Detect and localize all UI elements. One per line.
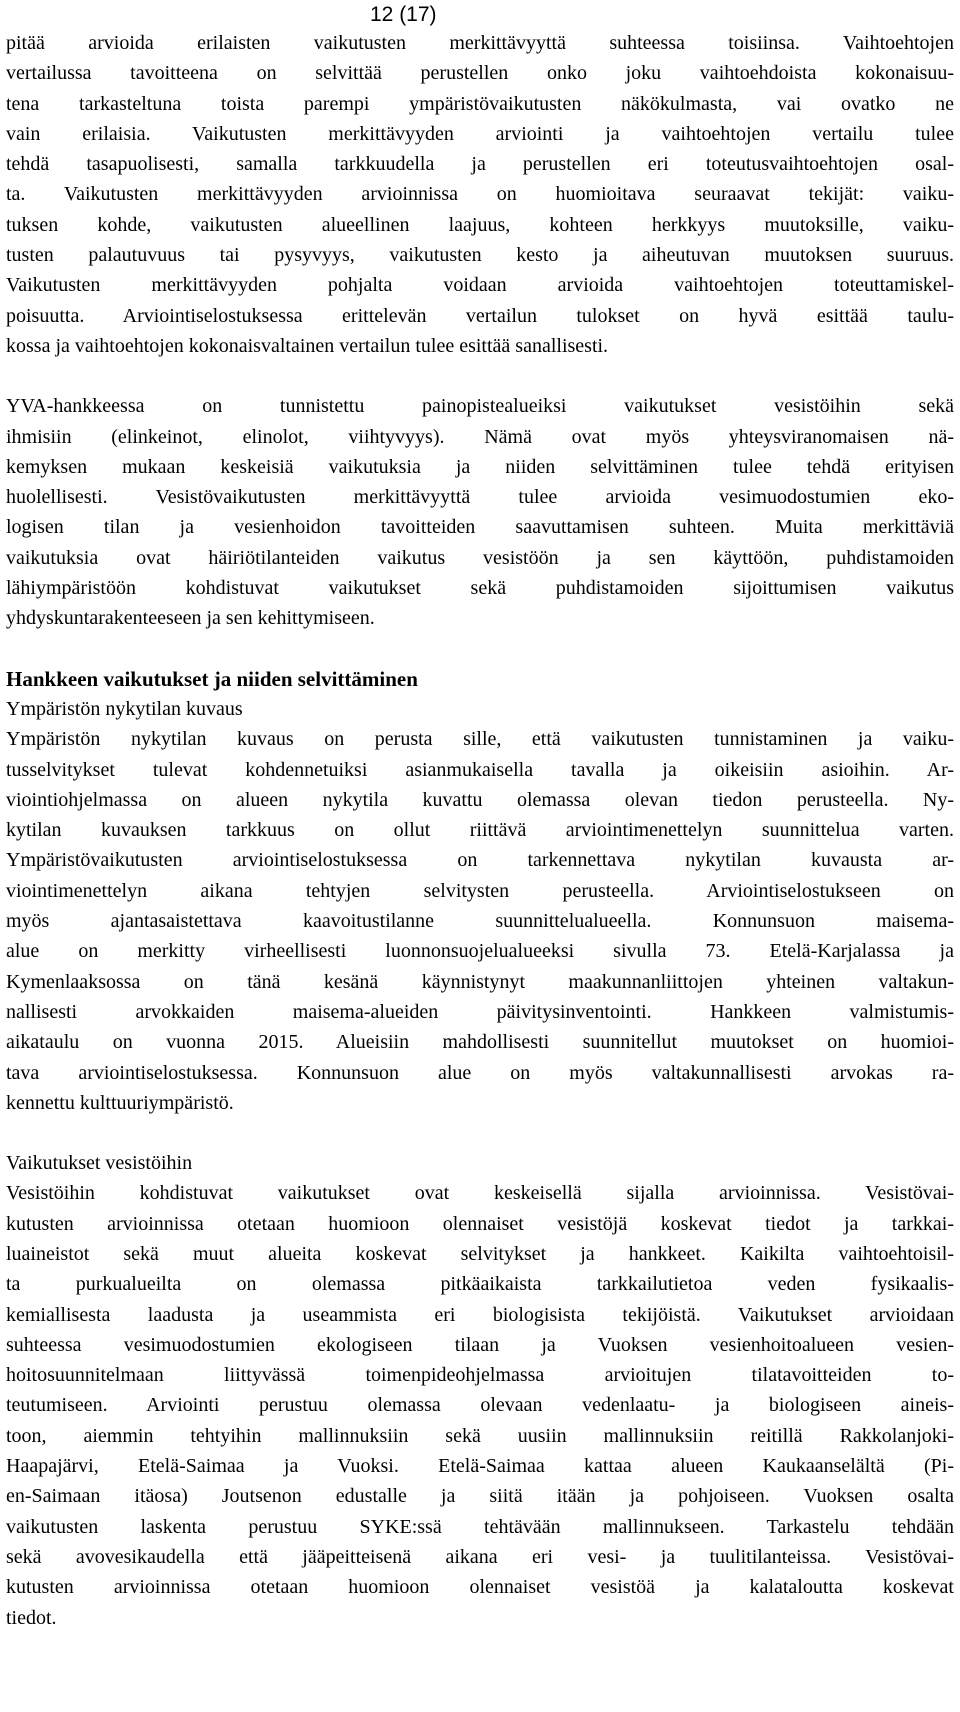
text-line: huolellisesti. Vesistövaikutusten merkittävyyttä tulee arvioida vesimuodostumien eko-	[6, 486, 954, 509]
text-line: kossa ja vaihtoehtojen kokonaisvaltainen vertailun tulee esittää sanallisesti.	[6, 334, 609, 357]
section-gap	[6, 1118, 954, 1148]
section-heading: Hankkeen vaikutukset ja niiden selvittäminen	[6, 666, 418, 691]
text-line: pitää arvioida erilaisten vaikutusten merkittävyyttä suhteessa toisiinsa. Vaihtoehtojen	[6, 32, 954, 54]
text-line: vaikutusten laskenta perustuu SYKE:ssä tehtävään mallinnukseen. Tarkastelu tehdään	[6, 1515, 954, 1538]
text-line: kemiallisesta laadusta ja useammista eri biologisista tekijöistä. Vaikutukset arvioidaan	[6, 1303, 954, 1326]
text-line: kytilan kuvauksen tarkkuus on ollut riittävä arviointimenettelyn suunnittelua varten.	[6, 819, 954, 842]
text-line: kemyksen mukaan keskeisiä vaikutuksia ja niiden selvittäminen tulee tehdä erityisen	[6, 455, 954, 478]
text-line: aikataulu on vuonna 2015. Alueisiin mahdollisesti suunnitellut muutokset on huomioi-	[6, 1031, 954, 1054]
text-line: viointiohjelmassa on alueen nykytila kuvattu olemassa olevan tiedon perusteella. Ny-	[6, 788, 954, 811]
text-line: hoitosuunnitelmaan liittyvässä toimenpideohjelmassa arvioitujen tilatavoitteiden to-	[6, 1364, 954, 1387]
text-line: myös ajantasaistettava kaavoitustilanne suunnittelualueella. Konnunsuon maisema-	[6, 910, 954, 933]
subsection-heading: Vaikutukset vesistöihin	[6, 1152, 193, 1175]
text-line: tena tarkasteltuna toista parempi ympäristövaikutusten näkökulmasta, vai ovatko ne	[6, 92, 954, 115]
text-line: Ympäristövaikutusten arviointiselostuksessa on tarkennettava nykytilan kuvausta ar-	[6, 849, 954, 872]
text-line: luaineistot sekä muut alueita koskevat selvitykset ja hankkeet. Kaikilta vaihtoehtoisil-	[6, 1242, 954, 1265]
text-line: tehdä tasapuolisesti, samalla tarkkuudella ja perustellen eri toteutusvaihtoehtojen osal-	[6, 153, 954, 176]
text-line: lähiympäristöön kohdistuvat vaikutukset sekä puhdistamoiden sijoittumisen vaikutus	[6, 577, 954, 600]
text-line: en-Saimaan itäosa) Joutsenon edustalle ja siitä itään ja pohjoiseen. Vuoksen osalta	[6, 1485, 954, 1508]
text-line: Ympäristön nykytilan kuvaus on perusta sille, että vaikutusten tunnistaminen ja vaiku-	[6, 728, 954, 751]
text-line: tusselvitykset tulevat kohdennetuiksi asianmukaisella tavalla ja oikeisiin asioihin. Ar-	[6, 758, 954, 781]
document-body	[6, 28, 954, 1633]
text-line: poisuutta. Arviointiselostuksessa erittelevän vertailun tulokset on hyvä esittää taulu-	[6, 304, 954, 327]
text-line: tava arviointiselostuksessa. Konnunsuon alue on myös valtakunnallisesti arvokas ra-	[6, 1061, 954, 1084]
text-line: kennettu kulttuuriympäristö.	[6, 1091, 234, 1114]
text-line: tiedot.	[6, 1606, 57, 1629]
text-line: viointimenettelyn aikana tehtyjen selvitysten perusteella. Arviointiselostukseen on	[6, 879, 954, 902]
text-line: tuksen kohde, vaikutusten alueellinen laajuus, kohteen herkkyys muutoksille, vaiku-	[6, 213, 954, 236]
text-line: vain erilaisia. Vaikutusten merkittävyyden arviointi ja vaihtoehtojen vertailu tulee	[6, 122, 954, 145]
section-gap	[6, 634, 954, 664]
text-line: ta purkualueilta on olemassa pitkäaikaista tarkkailutietoa veden fysikaalis-	[6, 1273, 954, 1296]
text-line: ta. Vaikutusten merkittävyyden arvioinnissa on huomioitava seuraavat tekijät: vaiku-	[6, 183, 954, 206]
section-gap	[6, 361, 954, 391]
text-line: logisen tilan ja vesienhoidon tavoitteiden saavuttamisen suhteen. Muita merkittäviä	[6, 516, 954, 539]
text-line: suhteessa vesimuodostumien ekologiseen tilaan ja Vuoksen vesienhoitoalueen vesien-	[6, 1333, 954, 1356]
text-line: yhdyskuntarakenteeseen ja sen kehittymiseen.	[6, 607, 375, 630]
subsection-heading: Ympäristön nykytilan kuvaus	[6, 697, 243, 720]
paragraph-p4	[6, 1178, 954, 1632]
text-line: toon, aiemmin tehtyihin mallinnuksiin sekä uusiin mallinnuksiin reitillä Rakkolanjoki-	[6, 1424, 954, 1447]
text-line: alue on merkitty virheellisesti luonnonsuojelualueeksi sivulla 73. Etelä-Karjalassa ja	[6, 940, 954, 963]
text-line: Haapajärvi, Etelä-Saimaa ja Vuoksi. Etelä-Saimaa kattaa alueen Kaukaanselältä (Pi-	[6, 1455, 954, 1478]
text-line: Vaikutusten merkittävyyden pohjalta voidaan arvioida vaihtoehtojen toteuttamiskel-	[6, 274, 954, 297]
text-line: YVA-hankkeessa on tunnistettu painopistealueiksi vaikutukset vesistöihin sekä	[6, 395, 954, 418]
text-line: vertailussa tavoitteena on selvittää perustellen onko joku vaihtoehdoista kokonaisuu-	[6, 62, 954, 85]
text-line: nallisesti arvokkaiden maisema-alueiden päivitysinventointi. Hankkeen valmistumis-	[6, 1000, 954, 1023]
text-line: tusten palautuvuus tai pysyvyys, vaikutusten kesto ja aiheutuvan muutoksen suuruus.	[6, 244, 954, 267]
paragraph-p3	[6, 724, 954, 1118]
page-number: 12 (17)	[370, 3, 437, 26]
text-line: teutumiseen. Arviointi perustuu olemassa olevaan vedenlaatu- ja biologiseen aineis-	[6, 1394, 954, 1417]
text-line: kutusten arvioinnissa otetaan huomioon olennaiset vesistöjä koskevat tiedot ja tarkkai-	[6, 1212, 954, 1235]
text-line: sekä avovesikaudella että jääpeitteisenä aikana eri vesi- ja tuulitilanteissa. Vesistövai-	[6, 1545, 954, 1568]
paragraph-p1	[6, 28, 954, 361]
text-line: kutusten arvioinnissa otetaan huomioon olennaiset vesistöä ja kalataloutta koskevat	[6, 1576, 954, 1599]
text-line: Vesistöihin kohdistuvat vaikutukset ovat keskeisellä sijalla arvioinnissa. Vesistövai-	[6, 1182, 954, 1205]
text-line: ihmisiin (elinkeinot, elinolot, viihtyvyys). Nämä ovat myös yhteysviranomaisen nä-	[6, 425, 954, 448]
text-line: vaikutuksia ovat häiriötilanteiden vaikutus vesistöön ja sen käyttöön, puhdistamoiden	[6, 546, 954, 569]
paragraph-p2	[6, 391, 954, 633]
text-line: Kymenlaaksossa on tänä kesänä käynnistynyt maakunnanliittojen yhteinen valtakun-	[6, 970, 954, 993]
